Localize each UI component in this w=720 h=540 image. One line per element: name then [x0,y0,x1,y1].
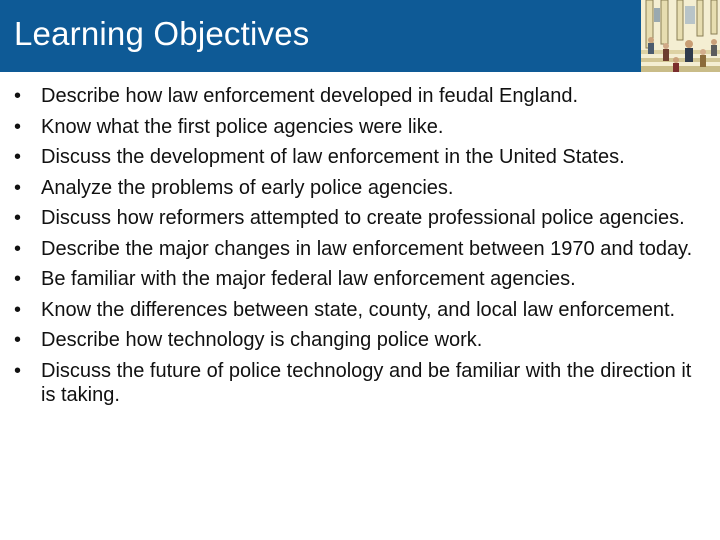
objective-text: Know what the first police agencies were like. [41,115,444,138]
bullet-icon: • [14,298,22,321]
objective-text: Analyze the problems of early police agencies. [41,176,454,199]
title-divider [0,72,720,75]
objective-text: Describe the major changes in law enforcement between 1970 and today. [41,237,693,260]
bullet-icon: • [14,207,22,229]
objective-item [14,115,704,139]
bullet-icon: • [14,268,22,290]
objective-item [14,176,704,200]
objective-text: Discuss how reformers attempted to create professional police agencies. [41,207,685,229]
objective-item [14,206,704,230]
slide-title: Learning Objectives [14,15,310,52]
title-bar [0,0,720,72]
bullet-icon: • [14,359,22,382]
bullet-icon: • [14,237,22,260]
bullet-icon: • [14,176,22,199]
objective-item [14,328,704,352]
objective-item [14,145,704,169]
bullet-icon: • [14,329,22,351]
objective-text: Be familiar with the major federal law enforcement agencies. [41,268,576,290]
objective-text: Discuss the development of law enforcement in the United States. [41,146,625,168]
objective-item [14,298,704,322]
objective-item [14,359,704,407]
courthouse-crowd-illustration-icon [641,0,720,72]
objective-text: Describe how law enforcement developed in feudal England. [41,85,579,107]
objective-item [14,84,704,108]
objectives-list [14,84,704,413]
objective-item [14,267,704,291]
objective-item [14,237,704,261]
bullet-icon: • [14,115,22,138]
objective-text: Know the differences between state, county, and local law enforcement. [41,298,676,321]
bullet-icon: • [14,146,22,168]
objective-text: Discuss the future of police technology and be familiar with the direction it is taking. [41,359,692,406]
bullet-icon: • [14,85,22,107]
objective-text: Describe how technology is changing police work. [41,329,483,351]
